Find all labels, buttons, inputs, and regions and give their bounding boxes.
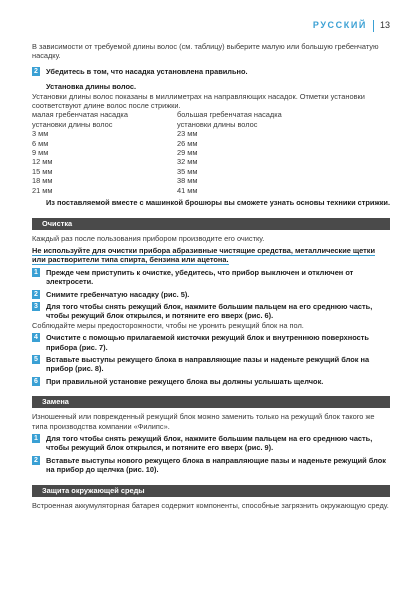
large-value: 32 мм xyxy=(177,157,198,167)
large-value: 29 мм xyxy=(177,148,198,158)
step-number-badge: 6 xyxy=(32,377,40,386)
cleaning-step-6 xyxy=(32,377,390,386)
replacement-intro: Изношенный или поврежденный режущий блок можно заменить только на режущий блок такого же типа производства компании «Филипс». xyxy=(32,412,375,431)
large-value: 35 мм xyxy=(177,166,198,176)
cleaning-intro: Каждый раз после пользования прибором производите его очистку. xyxy=(32,233,265,243)
step-text: Убедитесь в том, что насадка установлена правильно. xyxy=(46,66,248,76)
step-text: При правильной установке режущего блока вы должны услышать щелчок. xyxy=(46,376,324,386)
step-number-badge: 1 xyxy=(32,268,40,277)
language-label: РУССКИЙ xyxy=(312,20,367,31)
replacement-step-1 xyxy=(32,434,390,453)
small-value: 12 мм xyxy=(32,157,53,167)
small-value: 21 мм xyxy=(32,185,53,195)
small-value: 9 мм xyxy=(32,148,49,158)
cleaning-step-4 xyxy=(32,333,390,352)
large-value: 23 мм xyxy=(177,129,198,139)
cleaning-warning xyxy=(32,246,390,265)
step-text: Прежде чем приступить к очистке, убедитесь, что прибор выключен и отключен от электросети. xyxy=(46,267,354,287)
intro-paragraph: В зависимости от требуемой длины волос (см. таблицу) выберите малую или большую гребенчатую насадку. xyxy=(32,42,379,61)
header-divider xyxy=(373,20,374,32)
environment-intro: Встроенная аккумуляторная батарея содержит компоненты, способные загрязнить окружающую среду. xyxy=(32,500,389,510)
step-number-badge: 2 xyxy=(32,456,40,465)
small-value: 6 мм xyxy=(32,138,49,148)
step-number-badge: 3 xyxy=(32,302,40,311)
section-heading-environment: Защита окружающей среды xyxy=(32,485,390,497)
step-text: Вставьте выступы режущего блока в направляющие пазы и наденьте режущий блок на прибор (рис. 8). xyxy=(46,354,370,374)
cleaning-caution: Соблюдайте меры предосторожности, чтобы не уронить режущий блок на пол. xyxy=(32,320,304,330)
large-comb-subheader: установки длины волос xyxy=(177,119,258,129)
settings-title: Установка длины волос. xyxy=(46,82,137,92)
small-comb-subheader: установки длины волос xyxy=(32,119,113,129)
small-value: 3 мм xyxy=(32,129,49,139)
step-number-badge: 2 xyxy=(32,67,40,76)
step-text: Для того чтобы снять режущий блок, нажмите большим пальцем на его среднюю часть, чтобы режущий блок открылся, и потяните его вверх (рис. 6). xyxy=(46,301,373,321)
step-text: Снимите гребенчатую насадку (рис. 5). xyxy=(46,289,190,299)
step-number-badge: 2 xyxy=(32,290,40,299)
step-number-badge: 1 xyxy=(32,434,40,443)
page-number: 13 xyxy=(379,20,390,31)
small-comb-header: малая гребенчатая насадка xyxy=(32,110,128,120)
settings-description: Установки длины волос показаны в миллиметрах на направляющих насадок. Отметки установки соответствуют длине волос после стрижки. xyxy=(32,91,365,111)
large-value: 26 мм xyxy=(177,138,198,148)
page-header xyxy=(313,20,390,32)
page-content xyxy=(32,42,390,510)
large-value: 41 мм xyxy=(177,185,198,195)
cleaning-step-3 xyxy=(32,302,390,321)
small-comb-column xyxy=(32,110,177,195)
large-comb-header: большая гребенчатая насадка xyxy=(177,110,282,120)
cleaning-step-1 xyxy=(32,268,390,287)
replacement-step-2 xyxy=(32,456,390,475)
step-text: Для того чтобы снять режущий блок, нажмите большим пальцем на его среднюю часть, чтобы режущий блок открылся, и потяните его вверх (рис. 9). xyxy=(46,434,373,453)
section-heading-cleaning: Очистка xyxy=(32,218,390,230)
step-number-badge: 4 xyxy=(32,333,40,342)
small-value: 15 мм xyxy=(32,166,53,176)
step-number-badge: 5 xyxy=(32,355,40,364)
cleaning-step-2 xyxy=(32,290,390,299)
step-text: Очистите с помощью прилагаемой кисточки режущий блок и внутреннюю поверхность прибора (рис. 7). xyxy=(46,333,369,352)
large-comb-column xyxy=(177,110,322,195)
length-settings-table xyxy=(32,110,390,195)
large-value: 38 мм xyxy=(177,176,198,186)
styling-note: Из поставляемой вместе с машинкой брошюры вы сможете узнать основы техники стрижки. xyxy=(46,198,390,208)
step-2-check-attachment xyxy=(32,67,390,76)
step-text: Вставьте выступы нового режущего блока в направляющие пазы и наденьте режущий блок на прибор до щелчка (рис. 10). xyxy=(46,455,386,475)
warning-text: Не используйте для очистки прибора абразивные чистящие средства, металлические щетки или растворители типа спирта, бензина или ацетона. xyxy=(32,245,376,265)
cleaning-step-5 xyxy=(32,355,390,374)
small-value: 18 мм xyxy=(32,176,53,186)
section-heading-replacement: Замена xyxy=(32,396,390,408)
